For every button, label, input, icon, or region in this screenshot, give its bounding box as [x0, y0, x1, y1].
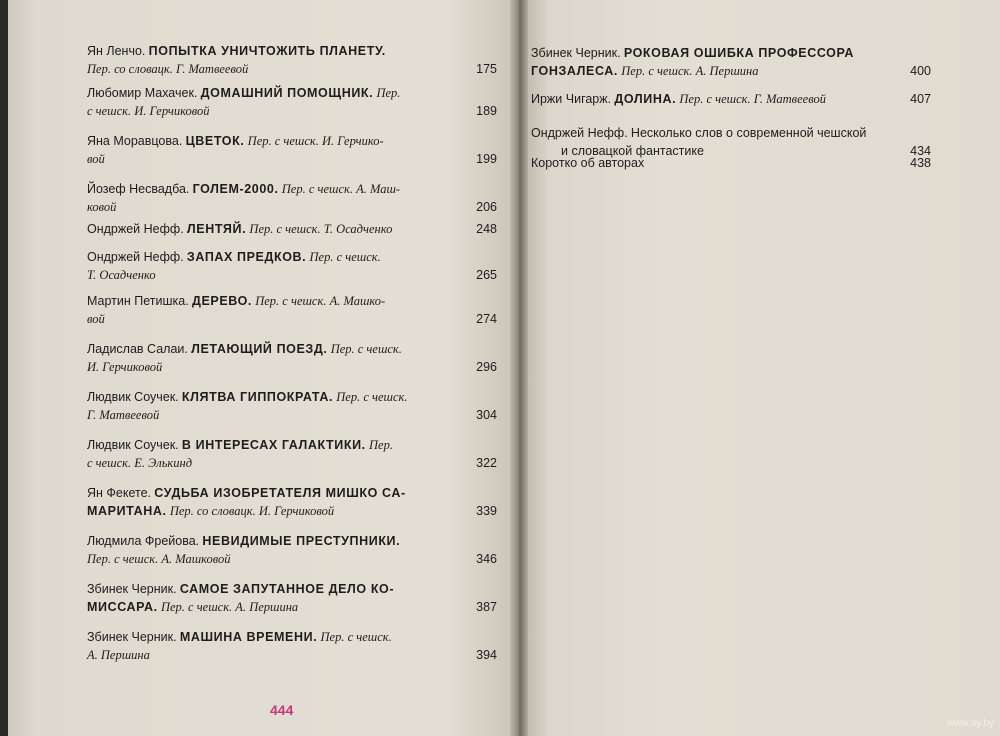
- toc-entry: [87, 84, 497, 120]
- toc-entry: [87, 292, 497, 328]
- right-page: [522, 0, 1000, 736]
- toc-entry-line: [87, 598, 497, 616]
- toc-entry-line: [87, 340, 497, 358]
- toc-entry-line: [87, 292, 497, 310]
- entry-title: ДОЛИНА.: [614, 92, 677, 106]
- toc-entry: [87, 180, 497, 216]
- toc-entry-line: [87, 388, 497, 406]
- toc-entry-line: [87, 502, 497, 520]
- entry-author: Любомир Махачек.: [87, 86, 198, 100]
- toc-entry-line: [87, 84, 497, 102]
- entry-translator: вой: [87, 152, 105, 166]
- entry-page-number: 407: [910, 92, 931, 106]
- entry-title: ЦВЕТОК.: [185, 134, 245, 148]
- entry-translator: Пер. с чешск. А. Першина: [160, 600, 299, 614]
- entry-title: ЛЕНТЯЙ.: [186, 222, 247, 236]
- entry-translator: Пер. с чешск. А. Машковой: [87, 552, 231, 566]
- entry-page-number: 438: [910, 156, 931, 170]
- entry-author: Збинек Черник.: [87, 630, 177, 644]
- toc-entry-line: [87, 436, 497, 454]
- entry-author: Збинек Черник.: [87, 582, 177, 596]
- entry-title: САМОЕ ЗАПУТАННОЕ ДЕЛО КО-: [179, 582, 395, 596]
- toc-entry: [87, 580, 497, 616]
- entry-title: НЕВИДИМЫЕ ПРЕСТУПНИКИ.: [202, 534, 401, 548]
- toc-entry: [87, 532, 497, 568]
- toc-entry-line: [87, 358, 497, 376]
- entry-text: Пер. с чешск.: [330, 342, 402, 356]
- toc-entry: [87, 628, 497, 664]
- entry-author: Людвик Соучек.: [87, 390, 179, 404]
- toc-entry-line: [531, 154, 931, 172]
- page-number: 444: [270, 702, 294, 718]
- entry-translator: И. Герчиковой: [87, 360, 163, 374]
- toc-entry-line: [87, 60, 497, 78]
- entry-text: Пер. с чешск. Г. Матвеевой: [679, 92, 826, 106]
- toc-entry: [87, 340, 497, 376]
- entry-title: ЗАПАХ ПРЕДКОВ.: [186, 250, 307, 264]
- entry-page-number: 339: [476, 504, 497, 518]
- toc-entry: [87, 220, 497, 238]
- entry-text: Несколько слов о современной чешской: [630, 126, 867, 140]
- entry-author: Ондржей Нефф.: [531, 126, 628, 140]
- entry-title: МАШИНА ВРЕМЕНИ.: [179, 630, 318, 644]
- toc-entry-line: [87, 248, 497, 266]
- entry-page-number: 175: [476, 62, 497, 76]
- toc-entry-line: [87, 102, 497, 120]
- toc-entry: [531, 154, 931, 172]
- toc-entry-line: [87, 628, 497, 646]
- entry-author: Яна Моравцова.: [87, 134, 183, 148]
- entry-page-number: 265: [476, 268, 497, 282]
- entry-title: В ИНТЕРЕСАХ ГАЛАКТИКИ.: [181, 438, 366, 452]
- toc-entry: [531, 44, 931, 80]
- toc-entry-line: [531, 62, 931, 80]
- toc-entry-line: [87, 580, 497, 598]
- entry-author: Ян Ленчо.: [87, 44, 146, 58]
- entry-translator: с чешск. Е. Элькинд: [87, 456, 193, 470]
- entry-author: Ондржей Нефф.: [87, 250, 184, 264]
- toc-entry: [87, 388, 497, 424]
- entry-page-number: 434: [910, 144, 931, 158]
- toc-entry: [87, 436, 497, 472]
- toc-entry-line: [531, 90, 931, 108]
- entry-author: Йозеф Несвадба.: [87, 182, 190, 196]
- entry-page-number: 387: [476, 600, 497, 614]
- entry-text: Пер.: [369, 438, 393, 452]
- toc-entry: [531, 90, 931, 108]
- toc-entry-line: [87, 406, 497, 424]
- entry-title-continued: ГОНЗАЛЕСА.: [531, 64, 619, 78]
- toc-entry-line: [87, 310, 497, 328]
- entry-author: Ладислав Салаи.: [87, 342, 188, 356]
- entry-author: Иржи Чигарж.: [531, 92, 612, 106]
- entry-author: Людвик Соучек.: [87, 438, 179, 452]
- entry-title: ДОМАШНИЙ ПОМОЩНИК.: [200, 86, 374, 100]
- entry-translator: Г. Матвеевой: [87, 408, 160, 422]
- toc-entry-line: [87, 220, 497, 238]
- entry-translator: ковой: [87, 200, 117, 214]
- entry-text: и словацкой фантастике: [561, 144, 704, 158]
- toc-entry-line: [87, 198, 497, 216]
- toc-entry-line: [87, 180, 497, 198]
- entry-text: Пер. с чешск.: [309, 250, 381, 264]
- toc-entry-line: [87, 532, 497, 550]
- entry-title-continued: МАРИТАНА.: [87, 504, 167, 518]
- entry-author: Збинек Черник.: [531, 46, 621, 60]
- entry-title: СУДЬБА ИЗОБРЕТАТЕЛЯ МИШКО СА-: [154, 486, 406, 500]
- entry-text: Пер. с чешск. А. Маш-: [281, 182, 401, 196]
- entry-translator: с чешск. И. Герчиковой: [87, 104, 210, 118]
- entry-translator: Пер. со словацк. Г. Матвеевой: [87, 62, 249, 76]
- entry-translator: Пер. с чешск. А. Першина: [621, 64, 759, 78]
- entry-text: Пер. с чешск. И. Герчико-: [247, 134, 384, 148]
- entry-title: ГОЛЕМ-2000.: [192, 182, 279, 196]
- entry-page-number: 394: [476, 648, 497, 662]
- entry-text: Коротко об авторах: [531, 156, 645, 170]
- toc-entry-line: [531, 124, 931, 142]
- toc-entry-line: [87, 42, 497, 60]
- entry-title: КЛЯТВА ГИППОКРАТА.: [181, 390, 334, 404]
- toc-entry-line: [87, 454, 497, 472]
- entry-translator: Т. Осадченко: [87, 268, 156, 282]
- entry-title-continued: МИССАРА.: [87, 600, 158, 614]
- toc-entry: [87, 42, 497, 78]
- entry-title: РОКОВАЯ ОШИБКА ПРОФЕССОРА: [623, 46, 854, 60]
- entry-text: Пер. с чешск.: [336, 390, 408, 404]
- entry-author: Ян Фекете.: [87, 486, 152, 500]
- entry-translator: вой: [87, 312, 105, 326]
- book-gutter: [510, 0, 528, 736]
- toc-entry: [87, 132, 497, 168]
- toc-entry: [87, 484, 497, 520]
- toc-entry: [87, 248, 497, 284]
- toc-entry-line: [87, 132, 497, 150]
- toc-entry-line: [87, 550, 497, 568]
- entry-title: ДЕРЕВО.: [191, 294, 252, 308]
- entry-title: ПОПЫТКА УНИЧТОЖИТЬ ПЛАНЕТУ.: [148, 44, 386, 58]
- entry-text: Пер. с чешск. А. Машко-: [255, 294, 386, 308]
- entry-page-number: 248: [476, 222, 497, 236]
- entry-page-number: 199: [476, 152, 497, 166]
- entry-page-number: 206: [476, 200, 497, 214]
- toc-entry-line: [87, 150, 497, 168]
- entry-author: Мартин Петишка.: [87, 294, 189, 308]
- entry-translator: А. Першина: [87, 648, 150, 662]
- entry-text: Пер. с чешск.: [320, 630, 392, 644]
- entry-translator: Пер. со словацк. И. Герчиковой: [169, 504, 335, 518]
- toc-entry-line: [87, 646, 497, 664]
- entry-title: ЛЕТАЮЩИЙ ПОЕЗД.: [191, 342, 328, 356]
- entry-text: Пер. с чешск. Т. Осадченко: [249, 222, 393, 236]
- toc-entry-line: [87, 484, 497, 502]
- entry-author: Ондржей Нефф.: [87, 222, 184, 236]
- toc-entry-line: [87, 266, 497, 284]
- entry-page-number: 346: [476, 552, 497, 566]
- entry-text: Пер.: [376, 86, 401, 100]
- entry-page-number: 400: [910, 64, 931, 78]
- watermark: www.ay.by: [946, 718, 994, 729]
- entry-page-number: 189: [476, 104, 497, 118]
- entry-page-number: 274: [476, 312, 497, 326]
- entry-page-number: 296: [476, 360, 497, 374]
- entry-page-number: 322: [476, 456, 497, 470]
- entry-author: Людмила Фрейова.: [87, 534, 200, 548]
- entry-page-number: 304: [476, 408, 497, 422]
- toc-entry-line: [531, 44, 931, 62]
